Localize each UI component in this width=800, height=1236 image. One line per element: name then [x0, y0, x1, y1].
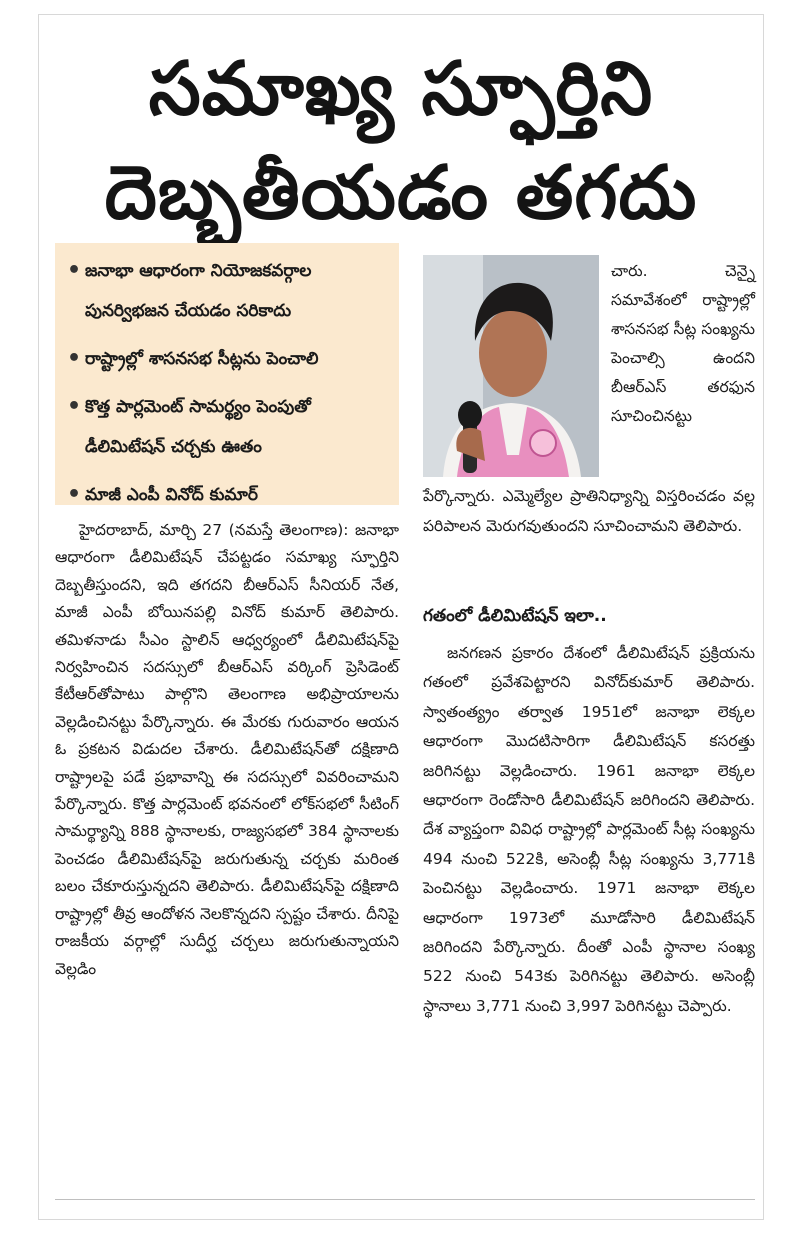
- headline: [39, 37, 763, 245]
- article-column-right-body: జనగణన ప్రకారం దేశంలో డీలిమిటేషన్ ప్రక్రియను గతంలో ప్రవేశపెట్టారని వినోద్‌కుమార్ తెలిపారు. స్వాతంత్య్రం తర్వాత 1951లో జనాభా లెక్కల ఆధారంగా మొదటిసారిగా డీలిమిటేషన్ కసరత్తు జరిగినట్టు వెల్లడించారు. 1961 జనాభా లెక్కల ఆధారంగా రెండోసారి డీలిమిటేషన్ జరిగిందని తెలిపారు. దేశ వ్యాప్తంగా వివిధ రాష్ట్రాల్లో పార్లమెంట్ సీట్ల సంఖ్యను 494 నుంచి 522కి, అసెంబ్లీ సీట్ల సంఖ్యను 3,771కి పెంచినట్టు వెల్లడించారు. 1971 జనాభా లెక్కల ఆధారంగా 1973లో మూడోసారి డీలిమిటేషన్ జరిగిందని పేర్కొన్నారు. దీంతో ఎంపీ స్థానాల సంఖ్య 522 నుంచి 543కు పెరిగినట్టు తెలిపారు. అసెంబ్లీ స్థానాలు 3,771 నుంచి 3,997 పెరిగినట్టు చెప్పారు.: [423, 644, 755, 1015]
- article-column-right-top: చారు. చెన్నై సమావేశంలో రాష్ట్రాల్లో శాసనసభ సీట్ల సంఖ్యను పెంచాల్సి ఉందని బీఆర్‌ఎస్ తరఫున సూచించినట్టు: [611, 262, 755, 425]
- speaker-face: [479, 309, 547, 397]
- bullet-icon: •: [67, 346, 82, 371]
- bullet-icon: •: [67, 394, 82, 419]
- newspaper-clipping: [38, 14, 764, 1220]
- highlight-text: మాజీ ఎంపీ వినోద్ కుమార్: [85, 485, 258, 505]
- bullet-icon: •: [67, 482, 82, 507]
- speaker-photo: [423, 255, 599, 477]
- article-column-left: హైదరాబాద్, మార్చి 27 (నమస్తే తెలంగాణ): జనాభా ఆధారంగా డీలిమిటేషన్ చేపట్టడం సమాఖ్య స్ఫూర్తిని దెబ్బతీస్తుందని, ఇది తగదని బీఆర్‌ఎస్ సీనియర్ నేత, మాజీ ఎంపీ బోయినపల్లి వినోద్ కుమార్ తెలిపారు. తమిళనాడు సీఎం స్టాలిన్ ఆధ్వర్యంలో డీలిమిటేషన్‌పై నిర్వహించిన సదస్సులో బీఆర్‌ఎస్ వర్కింగ్ ప్రెసిడెంట్ కేటీఆర్‌తోపాటు పాల్గొని తెలంగాణ అభిప్రాయాలను వెల్లడించినట్టు పేర్కొన్నారు. ఈ మేరకు గురువారం ఆయన ఓ ప్రకటన విడుదల చేశారు. డీలిమిటేషన్‌తో దక్షిణాది రాష్ట్రాలపై పడే ప్రభావాన్ని ఈ సదస్సులో వివరించామని పేర్కొన్నారు. కొత్త పార్లమెంట్ భవనంలో లోక్‌సభలో సీటింగ్ సామర్థ్యాన్ని 888 స్థానాలకు, రాజ్యసభలో 384 స్థానాలకు పెంచడం డీలిమిటేషన్‌పై జరుగుతున్న చర్చకు మరింత బలం చేకూరుస్తున్నదని తెలిపారు. డీలిమిటేషన్‌పై దక్షిణాది రాష్ట్రాల్లో తీవ్ర ఆందోళన నెలకొన్నదని స్పష్టం చేశారు. దీనిపై రాజకీయ వర్గాల్లో సుదీర్ఘ చర్చలు జరుగుతున్నాయని వెల్లడిం: [55, 521, 399, 978]
- highlight-text: కొత్త పార్లమెంట్ సామర్థ్యం పెంపుతో డీలిమిటేషన్ చర్చకు ఊతం: [85, 397, 311, 457]
- speaker-portrait-icon: [423, 255, 599, 477]
- headline-line-1: సమాఖ్య స్ఫూర్తిని: [148, 46, 654, 132]
- highlight-item: [67, 387, 387, 467]
- scarf-badge: [530, 430, 556, 456]
- microphone-head: [458, 401, 482, 429]
- highlight-item: [67, 475, 387, 515]
- section-subheading: గతంలో డీలిమిటేషన్ ఇలా..: [423, 606, 607, 626]
- bullet-icon: •: [67, 258, 82, 283]
- highlight-item: [67, 251, 387, 331]
- highlight-text: రాష్ట్రాల్లో శాసనసభ సీట్లను పెంచాలి: [85, 349, 319, 369]
- highlight-text: జనాభా ఆధారంగా నియోజకవర్గాల పునర్విభజన చేయడం సరికాదు: [85, 261, 312, 321]
- highlights-box: [55, 243, 399, 505]
- article-column-right-continued: పేర్కొన్నారు. ఎమ్మెల్యేల ప్రాతినిధ్యాన్ని విస్తరించడం వల్ల పరిపాలన మెరుగవుతుందని సూచించామని తెలిపారు.: [423, 487, 755, 535]
- highlight-item: [67, 339, 387, 379]
- headline-line-2: దెబ్బతీయడం తగదు: [104, 150, 698, 236]
- bottom-divider: [55, 1199, 755, 1200]
